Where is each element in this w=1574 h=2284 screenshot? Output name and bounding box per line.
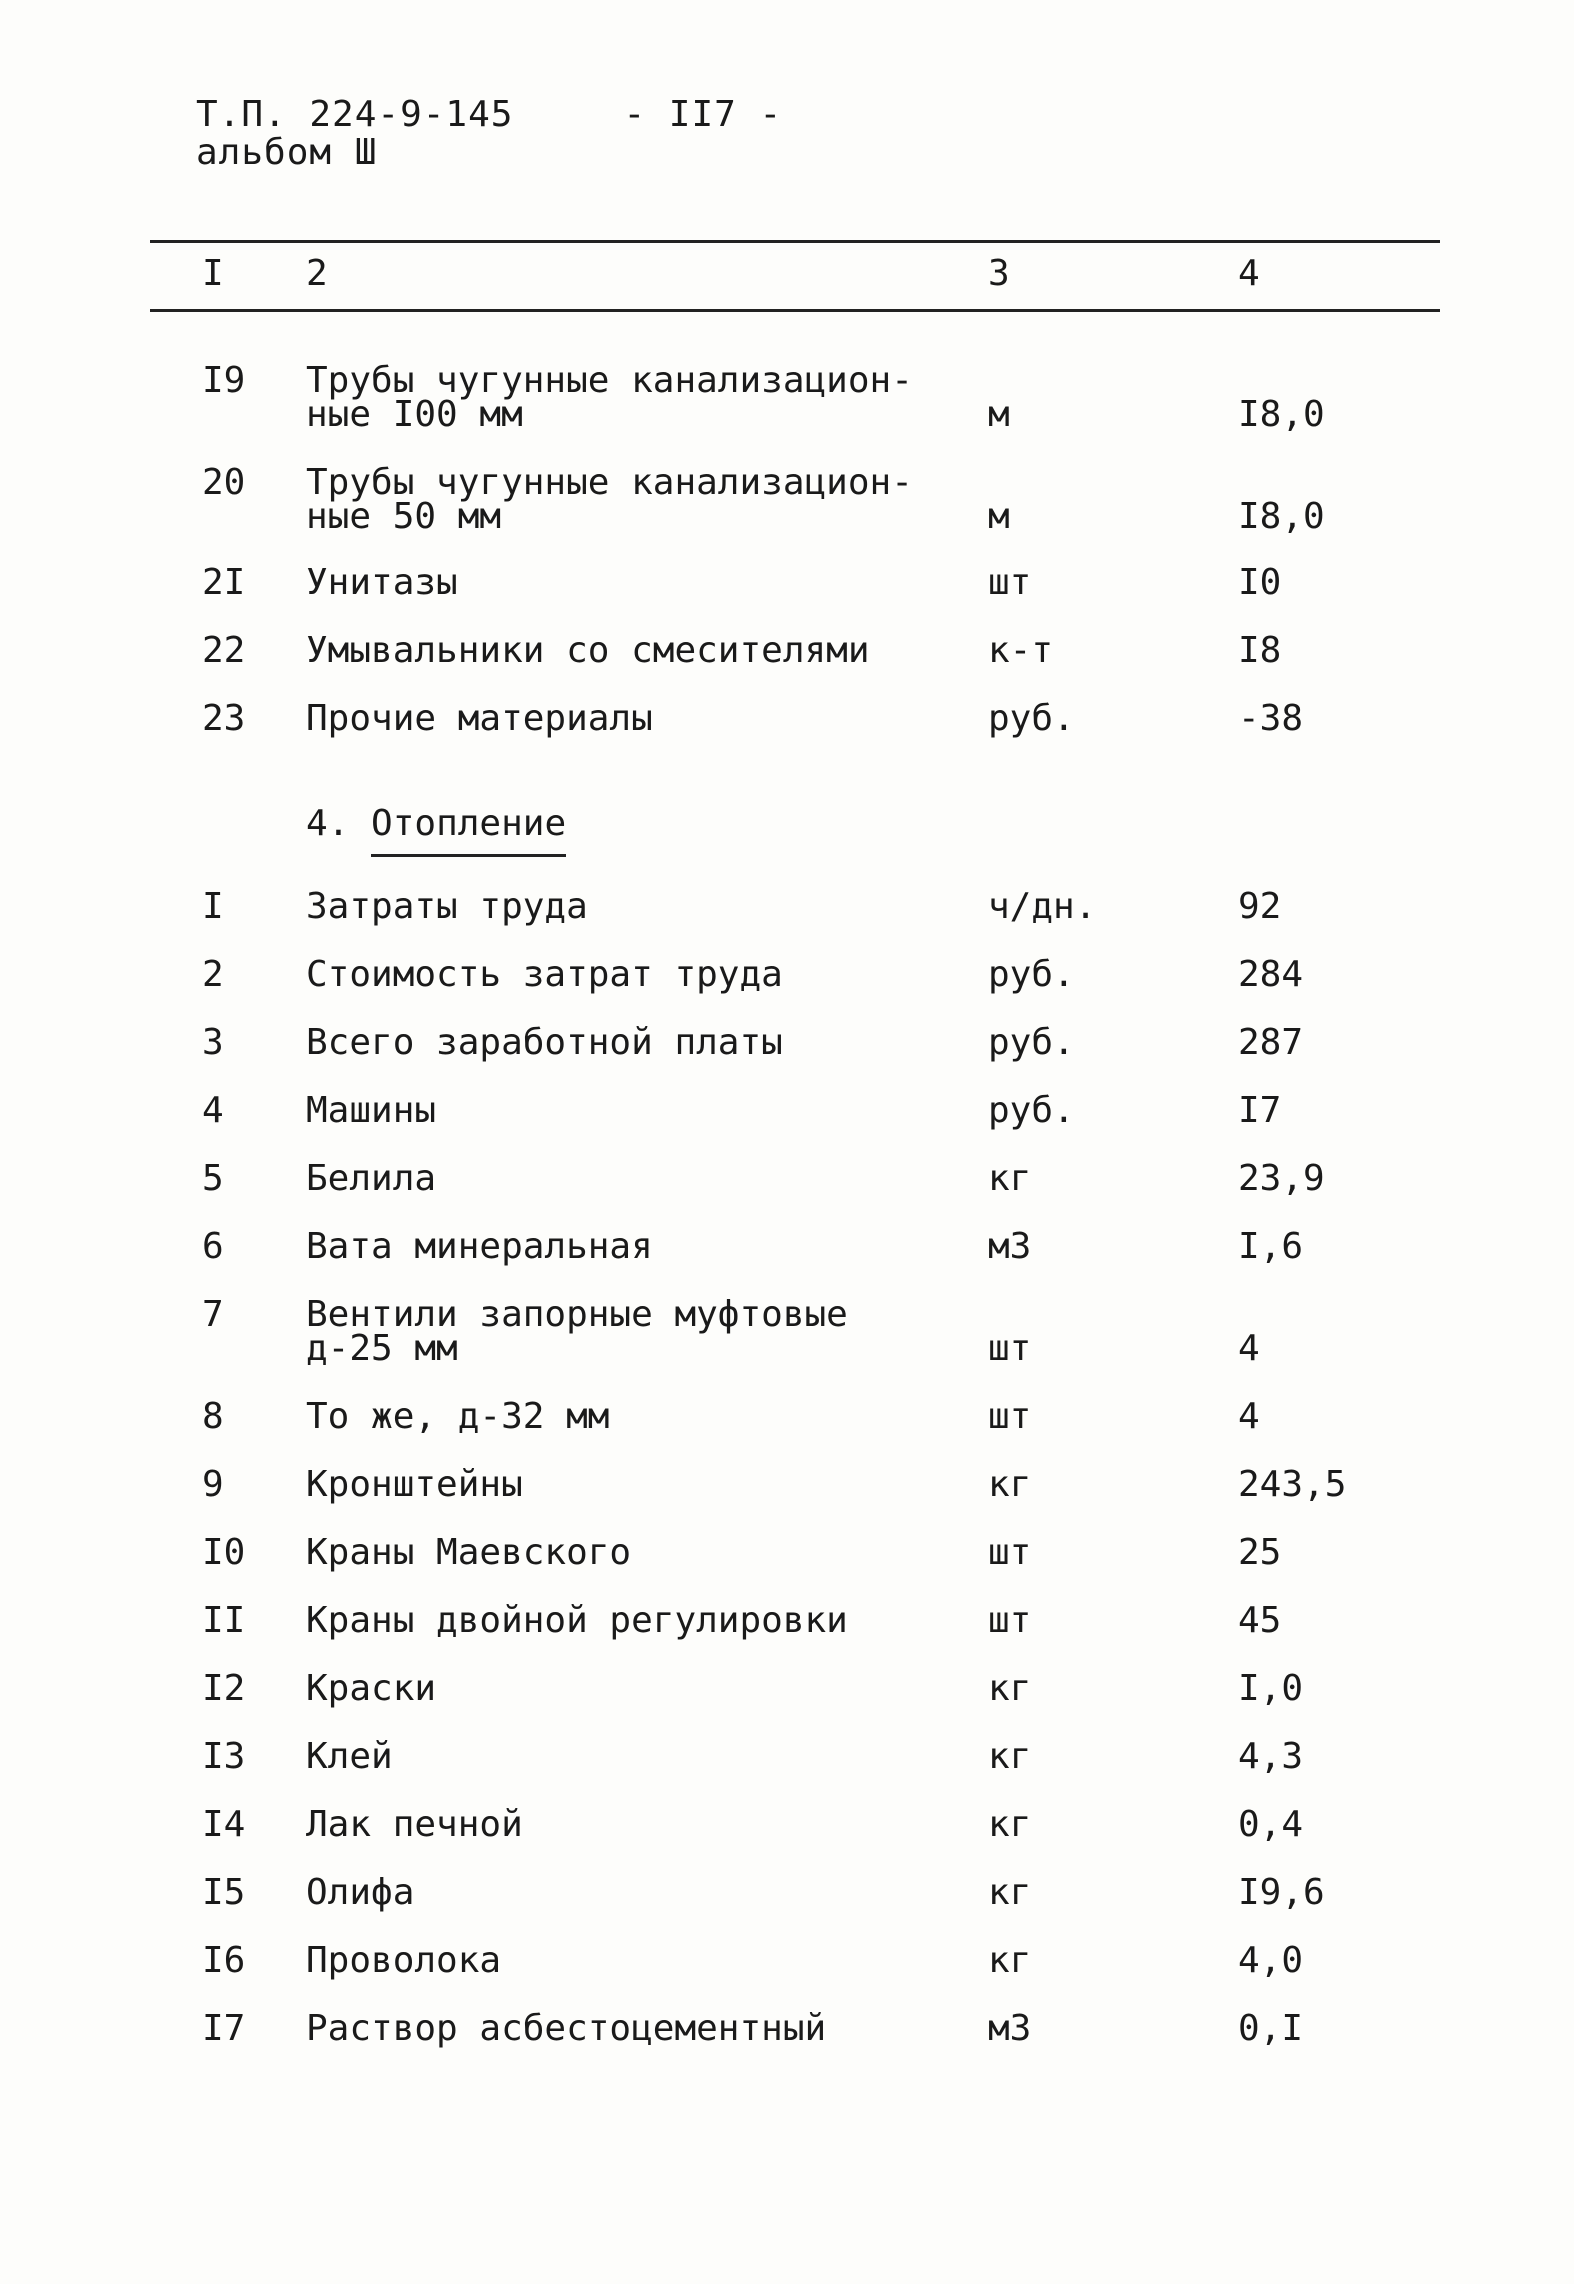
section-title: Отопление xyxy=(371,803,566,857)
quantity: 4,3 xyxy=(1238,1736,1304,1777)
item-name xyxy=(306,1294,848,1369)
quantity: I,0 xyxy=(1238,1668,1304,1709)
page-header xyxy=(196,96,782,172)
quantity: 45 xyxy=(1238,1600,1282,1641)
unit: шт xyxy=(988,1600,1032,1641)
item-name xyxy=(306,1022,783,1063)
quantity: I9,6 xyxy=(1238,1872,1325,1913)
unit: шт xyxy=(988,1328,1032,1369)
unit: кг xyxy=(988,1940,1032,1981)
column-header-2: 2 xyxy=(306,253,328,294)
unit: м3 xyxy=(988,1226,1032,1267)
item-name-line: Проволока xyxy=(306,1940,502,1981)
unit: кг xyxy=(988,1668,1032,1709)
row-number: I5 xyxy=(202,1872,246,1913)
item-name-line: Затраты труда xyxy=(306,886,588,927)
unit: руб. xyxy=(988,954,1075,995)
unit: ч/дн. xyxy=(988,886,1097,927)
row-number: I6 xyxy=(202,1940,246,1981)
item-name xyxy=(306,462,913,537)
quantity: 4,0 xyxy=(1238,1940,1304,1981)
item-name-line: Вентили запорные муфтовые xyxy=(306,1294,848,1335)
section-number: 4. xyxy=(306,803,350,844)
row-number: 22 xyxy=(202,630,246,671)
item-name xyxy=(306,360,913,435)
item-name-line: Умывальники со смесителями xyxy=(306,630,870,671)
table-top-rule xyxy=(150,240,1440,243)
quantity: 23,9 xyxy=(1238,1158,1325,1199)
row-number: 7 xyxy=(202,1294,224,1335)
quantity: 243,5 xyxy=(1238,1464,1347,1505)
item-name xyxy=(306,1396,610,1437)
item-name-line: Раствор асбестоцементный xyxy=(306,2008,827,2049)
quantity: I8,0 xyxy=(1238,394,1325,435)
unit: кг xyxy=(988,1464,1032,1505)
item-name-line: Клей xyxy=(306,1736,393,1777)
item-name-line: ные I00 мм xyxy=(306,394,523,435)
unit: м xyxy=(988,394,1010,435)
item-name-line: Вата минеральная xyxy=(306,1226,653,1267)
item-name-line: Краны двойной регулировки xyxy=(306,1600,848,1641)
item-name-line: Олифа xyxy=(306,1872,415,1913)
item-name-line: Лак печной xyxy=(306,1804,523,1845)
item-name-line: Прочие материалы xyxy=(306,698,653,739)
quantity: 0,4 xyxy=(1238,1804,1304,1845)
item-name-line: Машины xyxy=(306,1090,437,1131)
column-header-1: I xyxy=(202,253,224,294)
row-number: I9 xyxy=(202,360,246,401)
item-name-line: Трубы чугунные канализацион- xyxy=(306,462,913,503)
header-line-1 xyxy=(196,96,782,134)
unit: руб. xyxy=(988,1022,1075,1063)
quantity: 25 xyxy=(1238,1532,1282,1573)
item-name-line: Всего заработной платы xyxy=(306,1022,783,1063)
quantity: I7 xyxy=(1238,1090,1282,1131)
row-number: 8 xyxy=(202,1396,224,1437)
row-number: I4 xyxy=(202,1804,246,1845)
row-number: I xyxy=(202,886,224,927)
quantity: I,6 xyxy=(1238,1226,1304,1267)
item-name-line: Стоимость затрат труда xyxy=(306,954,783,995)
row-number: 23 xyxy=(202,698,246,739)
quantity: I8,0 xyxy=(1238,496,1325,537)
column-header-3: 3 xyxy=(988,253,1010,294)
column-header-4: 4 xyxy=(1238,253,1260,294)
table-header-rule xyxy=(150,309,1440,312)
unit: кг xyxy=(988,1872,1032,1913)
item-name xyxy=(306,886,588,927)
item-name-line: Краски xyxy=(306,1668,437,1709)
row-number: 4 xyxy=(202,1090,224,1131)
item-name xyxy=(306,1600,848,1641)
page-number: - II7 - xyxy=(623,94,783,135)
quantity: 4 xyxy=(1238,1396,1260,1437)
item-name xyxy=(306,562,458,603)
unit: руб. xyxy=(988,698,1075,739)
unit: кг xyxy=(988,1804,1032,1845)
item-name xyxy=(306,630,870,671)
item-name xyxy=(306,1090,437,1131)
row-number: 2 xyxy=(202,954,224,995)
album-label: альбом Ш xyxy=(196,132,378,173)
row-number: I3 xyxy=(202,1736,246,1777)
unit: шт xyxy=(988,562,1032,603)
unit: м3 xyxy=(988,2008,1032,2049)
item-name-line: Кронштейны xyxy=(306,1464,523,1505)
item-name xyxy=(306,1804,523,1845)
row-number: 9 xyxy=(202,1464,224,1505)
unit: к-т xyxy=(988,630,1054,671)
row-number: I2 xyxy=(202,1668,246,1709)
row-number: 5 xyxy=(202,1158,224,1199)
item-name xyxy=(306,1532,632,1573)
unit: кг xyxy=(988,1736,1032,1777)
section-heading xyxy=(306,804,566,844)
item-name-line: д-25 мм xyxy=(306,1328,458,1369)
row-number: 20 xyxy=(202,462,246,503)
quantity: 0,I xyxy=(1238,2008,1304,2049)
unit: шт xyxy=(988,1532,1032,1573)
row-number: 3 xyxy=(202,1022,224,1063)
quantity: 4 xyxy=(1238,1328,1260,1369)
item-name-line: Унитазы xyxy=(306,562,458,603)
item-name xyxy=(306,1736,393,1777)
quantity: 284 xyxy=(1238,954,1304,995)
quantity: 92 xyxy=(1238,886,1282,927)
item-name xyxy=(306,2008,827,2049)
unit: шт xyxy=(988,1396,1032,1437)
row-number: 6 xyxy=(202,1226,224,1267)
item-name xyxy=(306,698,653,739)
item-name-line: То же, д-32 мм xyxy=(306,1396,610,1437)
item-name xyxy=(306,1940,502,1981)
item-name xyxy=(306,1668,437,1709)
item-name-line: Белила xyxy=(306,1158,437,1199)
item-name-line: ные 50 мм xyxy=(306,496,502,537)
row-number: II xyxy=(202,1600,246,1641)
quantity: 287 xyxy=(1238,1022,1304,1063)
row-number: I0 xyxy=(202,1532,246,1573)
item-name xyxy=(306,1872,415,1913)
unit: м xyxy=(988,496,1010,537)
item-name xyxy=(306,954,783,995)
item-name-line: Краны Маевского xyxy=(306,1532,632,1573)
row-number: I7 xyxy=(202,2008,246,2049)
unit: кг xyxy=(988,1158,1032,1199)
quantity: I8 xyxy=(1238,630,1282,671)
item-name-line: Трубы чугунные канализацион- xyxy=(306,360,913,401)
quantity: -38 xyxy=(1238,698,1304,739)
unit: руб. xyxy=(988,1090,1075,1131)
quantity: I0 xyxy=(1238,562,1282,603)
item-name xyxy=(306,1226,653,1267)
item-name xyxy=(306,1158,437,1199)
row-number: 2I xyxy=(202,562,246,603)
item-name xyxy=(306,1464,523,1505)
document-code: Т.П. 224-9-145 xyxy=(196,94,514,135)
